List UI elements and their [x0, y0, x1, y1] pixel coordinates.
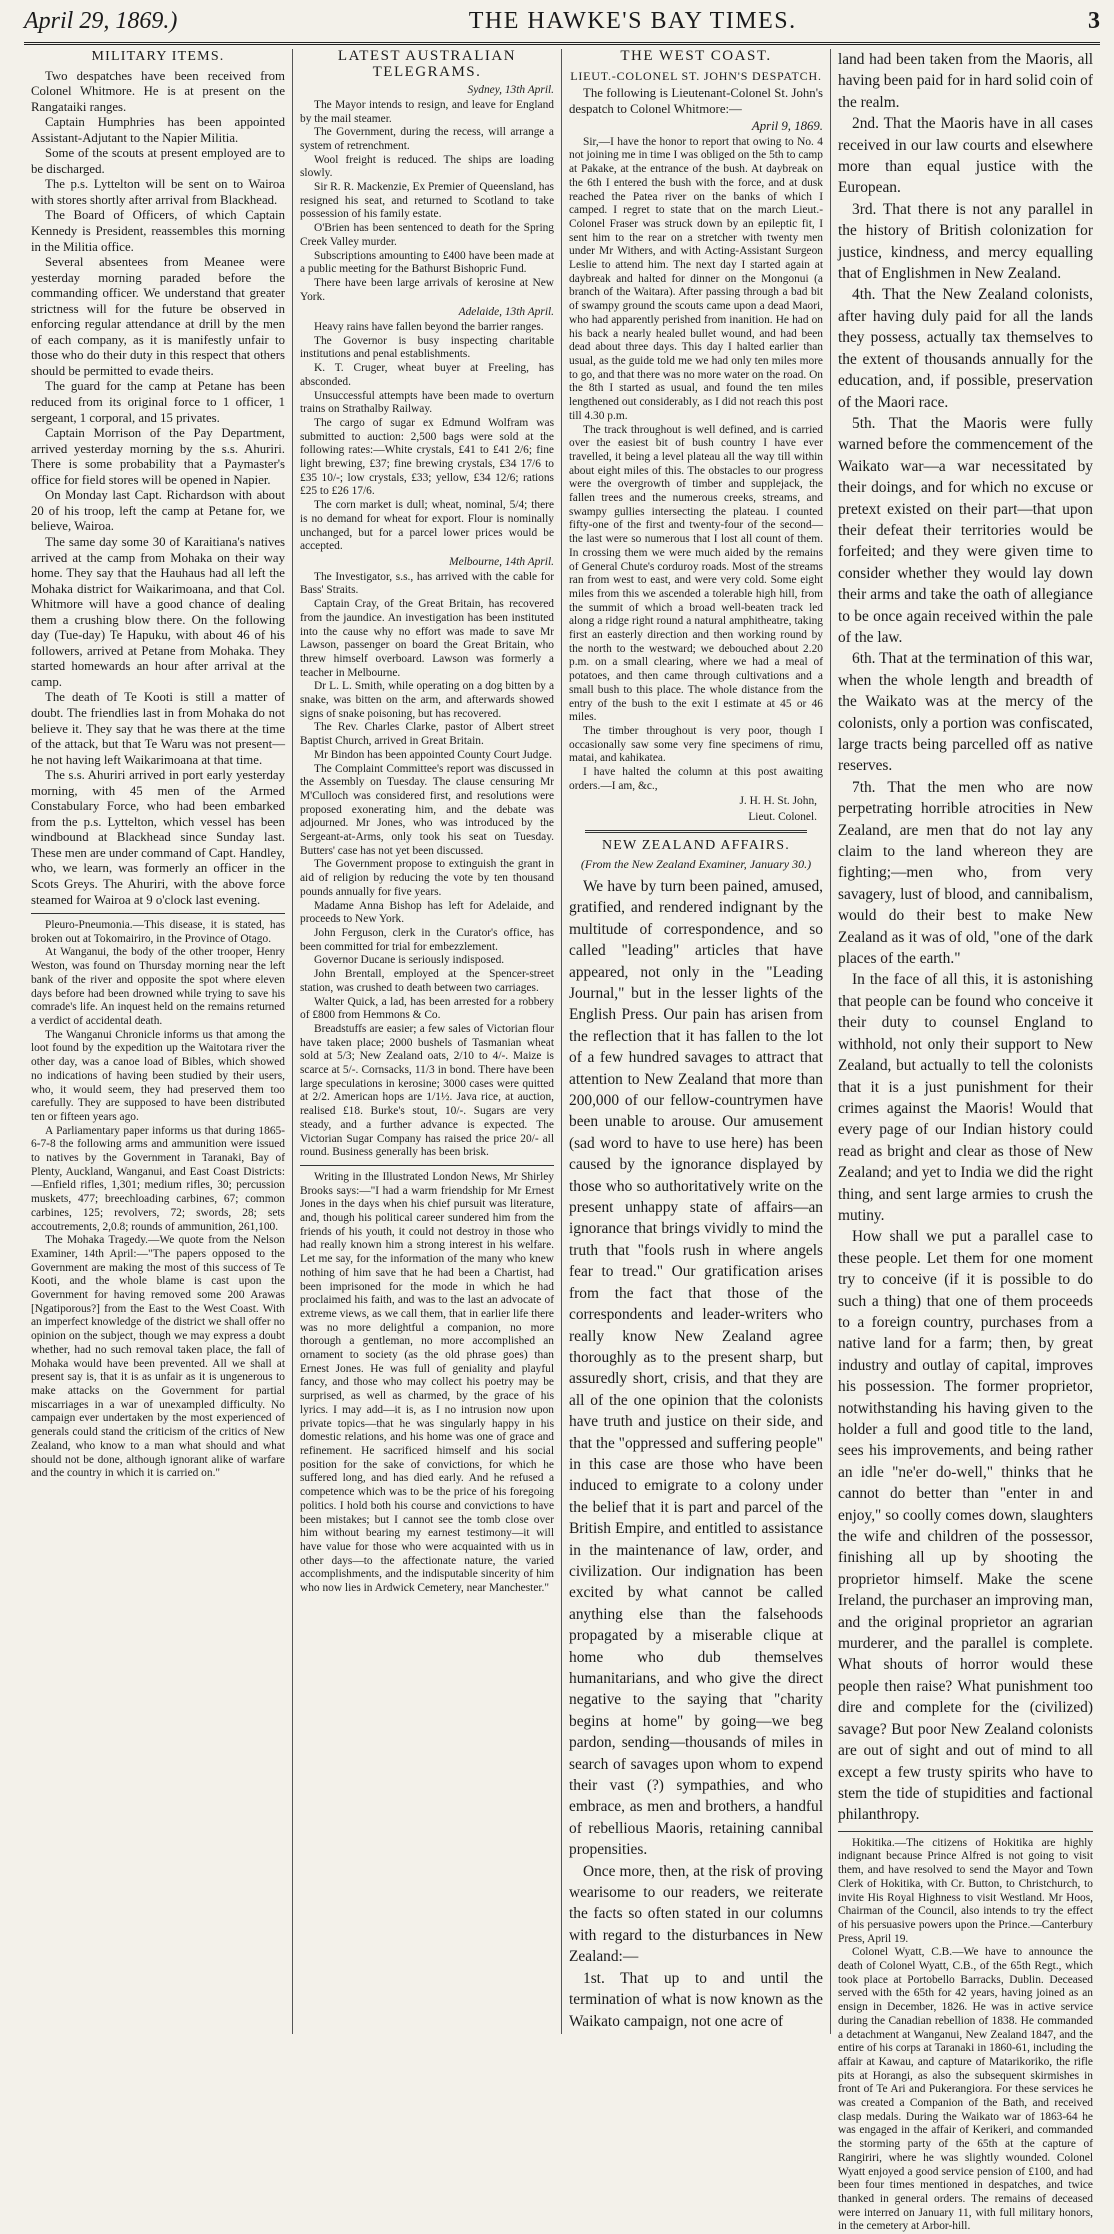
paragraph: Heavy rains have fallen beyond the barrier ranges.	[314, 321, 544, 334]
paragraph: Subscriptions amounting to £400 have been made at a public meeting for the Bathurst Bishopric Fund.	[300, 249, 554, 276]
paragraph: Madame Anna Bishop has left for Adelaide, and proceeds to New York.	[300, 899, 554, 926]
paragraph: The cargo of sugar ex Edmund Wolfram was submitted to auction: 2,500 bags were sold at the following rates:—White crystals, £41 to £41 2/6; fine light brewing, £37; fine brewing crystals, £34 17/6 to £35 10/-; low crystals, £33; yellow, £34 12/6; rations £25 to £26 17/6.	[300, 416, 554, 498]
paragraph: The same day some 30 of Karaitiana's natives arrived at the camp from Mohaka on their way home. They say that the Hauhaus had all left the Mohaka district for Waikarimoana, and that Col. Whitmore will have a good chance of dealing them a crushing blow there. On the following day (Tue-day) Te Hapuku, with about 46 of his followers, arrived at Petane from Mohaka. They started homewards an hour after arrival at the camp.	[31, 534, 285, 689]
dateline-adelaide: Adelaide, 13th April.	[458, 306, 554, 319]
paragraph: The s.s. Ahuriri arrived in port early yesterday morning, with 45 men of the Armed Constabulary Force, who had been embarked from the p.s. Lyttelton, which vessel has been windbound at Blackhead since Sunday last. These men are under command of Capt. Handley, who, we learn, was formerly an officer in the Scots Greys. The Ahuriri, with the above force steamed for Wairoa at 9 o'clock last evening.	[31, 768, 285, 907]
paragraph: The Government, during the recess, will arrange a system of retrenchment.	[300, 126, 554, 152]
nz-affairs-heading: NEW ZEALAND AFFAIRS.	[602, 837, 790, 853]
paragraph: The Complaint Committee's report was discussed in the Assembly on Tuesday. The clause censuring Mr M'Culloch was considered first, and resolutions were proposed exonerating him, and the debate was adjourned. Mr Jones, who was introduced by the Sergeant-at-Arms, only took his seat on Tuesday. Butters' case has not yet been discussed.	[300, 762, 554, 857]
paragraph: The corn market is dull; wheat, nominal, 5/4; there is no demand for wheat for export. Flour is nominally unchanged, but for a parcel lower prices would be accepted.	[300, 499, 554, 553]
paragraph: Writing in the Illustrated London News, Mr Shirley Brooks says:—"I had a warm friendship for Mr Ernest Jones in the days when his chief pursuit was literature, and, though his political career sundered him from the friends of his youth, it could not destroy in those who had really known him a strong interest in his welfare. Let me say, for the information of the many who knew nothing of him save that he had been a Chartist, had been imprisoned for the mode in which he had proclaimed his faith, and was to the last an advocate of extreme views, as we call them, that in earlier life there was no more delightful a companion, no more thorough a gentleman, no more accomplished an ornament to society (as the old phrase goes) than Ernest Jones. He was full of geniality and playful fancy, and those who may collect his poetry may be surprised, as well as charmed, by the grace of his lyrics. I may add—it is, as I no intrusion now upon private topics—that he was singularly happy in his domestic relations, and his home was one of grace and refinement. He sacrificed himself and his social position for the sake of convictions, for which he suffered long, and has died early. And he refused a competence which was to be the price of his foregoing politics. I hold both his course and convictions to have been mistakes; but I cannot see the tomb close over him without bearing my earnest testimony—it will have value for those who were acquainted with us in other days—to the affectionate nature, the varied accomplishments, and the indisputable sincerity of him who now lies in Ardwick Cemetery, near Manchester."	[300, 1170, 554, 1595]
telegrams	[300, 84, 554, 1160]
nz-affairs-continued	[838, 49, 1093, 1826]
writing-item	[300, 1171, 554, 1596]
nz-affairs-article	[569, 876, 823, 2032]
paragraph: The timber throughout is very poor, though I occasionally saw some very fine specimens of rimu, matai, and kahikatea.	[569, 724, 823, 765]
paragraph: There have been large arrivals of kerosine at New York.	[300, 276, 554, 303]
divider	[838, 1831, 1093, 1832]
paragraph: Sir R. R. Mackenzie, Ex Premier of Queensland, has resigned his seat, and returned to Scotland to take possession of his family estate.	[300, 181, 554, 221]
despatch-letter	[569, 136, 823, 825]
paragraph: In the face of all this, it is astonishing that people can be found who conceive it their duty to counsel England to withhold, not only their support to New Zealand, but actually to tell the colonists that it is a just punishment for their crimes against the Maoris! Would that every page of our Indian history could read as bright and clear as those of New Zealand; and yet to India we did the right thing, and sent large armies to crush the mutiny.	[838, 971, 1093, 1224]
paragraph: John Ferguson, clerk in the Curator's office, has been committed for trial for embezzlement.	[300, 926, 554, 953]
divider	[300, 1165, 554, 1166]
west-coast-heading: THE WEST COAST.	[620, 48, 772, 64]
paragraph: Pleuro-Pneumonia.—This disease, it is stated, has broken out at Tokomairiro, in the Province of Otago.	[31, 919, 285, 945]
signature-rank: Lieut. Colonel.	[748, 811, 817, 824]
paragraph: Hokitika.—The citizens of Hokitika are highly indignant because Prince Alfred is not going to visit them, and have resolved to send the Mayor and Town Clerk of Hokitika, with Cr. Button, to Christchurch, to invite His Royal Highness to visit Westland. Mr Hoos, Chairman of the Council, also intends to try the effect of his persuasive powers upon the Prince.—Canterbury Press, April 19.	[838, 1836, 1093, 1945]
paragraph: Walter Quick, a lad, has been arrested for a robbery of £800 from Hemmons & Co.	[300, 995, 554, 1022]
paragraph: 6th. That at the termination of this war, when the whole length and breadth of the Waikato was at the mercy of the colonists, only a portion was confiscated, large tracts being parcelled off as native reserves.	[838, 650, 1093, 775]
issue-date: April 29, 1869.)	[24, 8, 178, 34]
paragraph: The p.s. Lyttelton will be sent on to Wairoa with stores shortly after arrival from Blackhead.	[31, 177, 285, 207]
column-1	[24, 49, 293, 2034]
paragraph: Colonel Wyatt, C.B.—We have to announce the death of Colonel Wyatt, C.B., of the 65th Regt., which took place at Portobello Barracks, Dublin. Deceased served with the 65th for 42 years, having joined as an ensign in December, 1826. He was in active service during the Canadian rebellion of 1838. He commanded a detachment at Wanganui, New Zealand 1847, and the entire of his corps at Taranaki in 1860-61, including the affair at Kawau, and capture of Matarikoriko, the rifle pits at Horangi, as also the subsequent skirmishes in front of Te Ari and Pukerangiora. For these services he was created a Companion of the Bath, and received clasp medals. During the Waikato war of 1863-64 he was engaged in the affair of Kerikeri, and commanded the storming party of the 65th at the capture of Rangiriri, where he was slightly wounded. Colonel Wyatt enjoyed a good service pension of £100, and had been four times mentioned in despatches, and twice thanked in general orders. The remains of deceased were interred on January 11, with full military honors, in the cemetery at Arbor-hill.	[838, 1946, 1093, 2233]
paragraph: A Parliamentary paper informs us that during 1865-6-7-8 the following arms and ammunition were issued to natives by the Government in Taranaki, Bay of Plenty, Auckland, Wanganui, and East Coast Districts:—Enfield rifles, 1,301; medium rifles, 30; percussion muskets, 477; breechloading carbines, 67; common carbines, 125; revolvers, 72; swords, 28; sets accoutrements, 2,0.8; rounds of ammunition, 261,100.	[31, 1124, 285, 1233]
telegrams-heading: LATEST AUSTRALIAN TELEGRAMS.	[337, 48, 517, 80]
paragraph: Captain Humphries has been appointed Assistant-Adjutant to the Napier Militia.	[31, 115, 285, 145]
page-number: 3	[1088, 8, 1100, 34]
paragraph: The Board of Officers, of which Captain Kennedy is President, reassembles this morning in the Militia office.	[31, 208, 285, 254]
paragraph: How shall we put a parallel case to these people. Let them for one moment try to conceive (if it is possible to do such a thing) that one of them proceeds to a foreign country, purchases from a native land for a farm; then, by great industry and outlay of capital, improves his possession. The former proprietor, notwithstanding his having given to the holder a full and good title to the land, sees his improvements, and being rather an idle "ne'er do-well," thinks that he cannot do better than "enter in and enjoy," so coolly comes down, slaughters the wife and children of the possessor, finishing all up by shooting the proprietor himself. Make the scene Ireland, the purchaser an improving man, and the original proprietor an agrarian murderer, and the parallel is complete. What shouts of horror would these people then raise? What punishment too dire and complete for the (civilized) savage? But poor New Zealand colonists are out of sight and out of mind to all except a few trusty spirits who have to stem the tide of stupidities and factional philanthropy.	[838, 1228, 1093, 1824]
dateline-melbourne: Melbourne, 14th April.	[449, 556, 554, 568]
paragraph: The Rev. Charles Clarke, pastor of Albert street Baptist Church, arrived in Great Britain.	[300, 721, 554, 748]
nz-affairs-source: (From the New Zealand Examiner, January 30.)	[580, 857, 812, 872]
column-3	[562, 49, 831, 2034]
paragraph: The death of Te Kooti is still a matter of doubt. The friendlies last in from Mohaka do not believe it. They say that he was there at the time of the attack, but that Te Waru was not present—he not having left Waikarimoana at that time.	[31, 690, 285, 767]
paragraph: 5th. That the Maoris were fully warned before the commencement of the Waikato war—a war necessitated by their doings, and for which no excuse or pretext existed on their part—that upon their defeat their territories would be forfeited; and they were given time to consider whether they would lay down their arms and take the oath of allegiance to be once again received within the pale of the law.	[838, 414, 1093, 646]
paragraph: The Government propose to extinguish the grant in aid of religion by reducing the vote by ten thousand pounds annually for five years.	[300, 858, 554, 898]
signature-name: J. H. H. St. John,	[739, 795, 817, 808]
paragraph: 4th. That the New Zealand colonists, after having duly paid for all the lands they possess, actually tax themselves to the extent of thousands annually for the education, and, if possible, preservation of the Maori race.	[838, 286, 1093, 411]
paragraph: John Brentall, employed at the Spencer-street station, was crushed to death between two carriages.	[300, 968, 554, 994]
paragraph: 7th. That the men who are now perpetrating horrible atrocities in New Zealand, are men that do not lay any claim to the land whereon they are fighting;—men who, from very savagery, lust of blood, and cannibalism, would do their best to make New Zealand as it was of old, "one of the dark places of the earth."	[838, 778, 1093, 968]
paragraph: The guard for the camp at Petane has been reduced from its original force to 1 officer, 1 sergeant, 1 corporal, and 15 privates.	[31, 379, 285, 425]
paragraph: O'Brien has been sentenced to death for the Spring Creek Valley murder.	[300, 222, 554, 248]
paragraph: Governor Ducane is seriously indisposed.	[314, 954, 505, 967]
paragraph: At Wanganui, the body of the other trooper, Henry Weston, was found on Thursday morning near the left bank of the river and opposite the spot where eleven days before had been drowned while trying to save his comrade's life. An inquest held on the remains returned a verdict of accidental death.	[31, 946, 285, 1027]
paragraph: On Monday last Capt. Richardson with about 20 of his troop, left the camp at Petane for, we believe, Wairoa.	[31, 488, 285, 534]
divider	[31, 913, 285, 914]
paragraph: We have by turn been pained, amused, gratified, and rendered indignant by the multitude of correspondence, and so called "leading" articles that have appeared, not only in the "Leading Journal," but in the lesser lights of the English Press. Our pain has arisen from the reflection that it has fallen to the lot of a few hundred savages to attract that attention to New Zealand that more than 200,000 of our fellow-countrymen have been unable to arouse. Our amusement (sad word to have to use here) has been caused by the ignorance displayed by those who so authoritatively write on the present unhappy state of affairs—an ignorance that brings vividly to mind the truth that "fools rush in where angels fear to tread." Our gratification arises from the fact that those of the correspondents and leader-writers who really know New Zealand agree thoroughly as to the present sharp, but assuredly short, crisis, and that they are all of the one opinion that the colonists have truth and justice on their side, and that the "oppressed and suffering people" in this case are those who have been induced to emigrate to a colony under the belief that it is part and parcel of the British Empire, and entitled to assistance in the maintenance of law, order, and civilization. Our indignation has been excited by what cannot be called anything else than the falsehoods propagated by a miserable clique at home who dub themselves humanitarians, and who give the direct negative to the saying that "charity begins at home" by going—we beg pardon, sending—thousands of miles in search of savages upon whom to expend their vast (?) sympathies, and who embrace, as men and brothers, a handful of rebellious Maoris, retaining cannibal propensities.	[569, 877, 823, 1859]
paragraph: Breadstuffs are easier; a few sales of Victorian flour have taken place; 2000 bushels of Tasmanian wheat sold at 5/3; New Zealand oats, 2/10 to 4/-. Maize is scarce at 5/-. Cornsacks, 11/3 in bond. There have been large speculations in kerosine; 3000 cases were quitted at 2/2. American hops are 1/1½. Java rice, at auction, realised £18. Burke's stout, 10/-. Sugars are very steady, and a further advance is expected. The Victorian Sugar Company has raised the price 20/- all round. Business generally has been brisk.	[300, 1022, 554, 1159]
paragraph: land had been taken from the Maoris, all having been paid for in hard solid coin of the realm.	[838, 51, 1093, 111]
paragraph: I have halted the column at this post awaiting orders.—I am, &c.,	[569, 766, 823, 792]
paragraph: Wool freight is reduced. The ships are loading slowly.	[300, 153, 554, 180]
paragraph: Two despatches have been received from Colonel Whitmore. He is at present on the Rangataiki ranges.	[31, 68, 285, 114]
paragraph: The Wanganui Chronicle informs us that among the loot found by the expedition up the Waitotara river the other day, was a canoe load of Bibles, which showed no indications of having been studied by their users, who, it would seem, they had preserved them too carefully. They are supposed to have been distributed ten or fifteen years ago.	[31, 1028, 285, 1123]
paragraph: Several absentees from Meanee were yesterday morning paraded before the commanding officer. We understand that greater strictness will for the future be observed in enforcing regular attendance at drill by the men of each company, as it is manifestly unfair to those who do their duty in this respect that others should be permitted to evade theirs.	[31, 255, 285, 378]
columns	[24, 48, 1100, 2233]
military-items-heading: MILITARY ITEMS.	[91, 49, 225, 64]
paragraph: 2nd. That the Maoris have in all cases received in our law courts and elsewhere more than equal justice with the European.	[838, 115, 1093, 197]
despatch-subheading: LIEUT.-COLONEL ST. JOHN'S DESPATCH.	[570, 68, 822, 83]
paragraph: Some of the scouts at present employed are to be discharged.	[31, 146, 285, 176]
paragraph: The Mayor intends to resign, and leave for England by the mail steamer.	[300, 98, 554, 125]
paragraph: K. T. Cruger, wheat buyer at Freeling, has absconded.	[300, 362, 554, 388]
despatch-dateline: April 9, 1869.	[751, 119, 823, 134]
paragraph: Captain Cray, of the Great Britain, has recovered from the jaundice. An investigation has been instituted into the cause why no effort was made to save Mr Lawson, passenger on board the Great Britain, who threw himself overboard. Lawson was formerly a teacher in Melbourne.	[300, 598, 554, 679]
divider	[585, 830, 807, 833]
paragraph: Dr L. L. Smith, while operating on a dog bitten by a snake, was bitten on the arm, and afterwards showed signs of snake poisoning, but has recovered.	[300, 680, 554, 720]
paragraph: The following is Lieutenant-Colonel St. John's despatch to Colonel Whitmore:—	[569, 86, 823, 116]
paragraph: The Mohaka Tragedy.—We quote from the Nelson Examiner, 14th April:—"The papers opposed to the Government are making the most of this success of Te Kooti, and the whole blame is cast upon the Government for having removed some 200 Arawas [Ngatiporous?] from the East to the West Coast. With an imperfect knowledge of the district we shall offer no opinion on the subject, though we may express a doubt whether, had no such removal taken place, the fall of Mohaka would have been prevented. All we shall at present say is, that it is as unfair as it is ungenerous to make attacks on the Government for partial miscarriages in a war of unexampled difficulty. No campaign ever undertaken by the most experienced of generals could stand the criticism of the critics of New Zealand, who know to a man what should and what should not be done, although ignorant alike of warfare and the country in which it is carried on."	[31, 1234, 285, 1480]
paragraph: Unsuccessful attempts have been made to overturn trains on Strathalby Railway.	[300, 389, 554, 416]
paragraph: Once more, then, at the risk of proving wearisome to our readers, we reiterate the facts so often stated in our columns with regard to the disturbances in New Zealand:—	[569, 1862, 823, 1966]
paragraph: The Governor is busy inspecting charitable institutions and penal establishments.	[300, 334, 554, 361]
paragraph: The track throughout is well defined, and is carried over the easiest bit of bush country I have ever travelled, it being a level plateau all the way till within about eight miles of this. The obstacles to our progress were the overgrowth of timber and supplejack, the fallen trees and the numerous creeks, streams, and swampy gullies intersecting the plateau. I counted fifty-one of the first and twenty-four of the second—the last were so numerous that I lost all count of them. In crossing them we were much aided by the remains of General Chute's corduroy roads. Most of the streams ran from west to east, and were very cold. Some eight miles from this we ascended a tolerable high hill, from the summit of which a broad well-beaten track led along a ridge right round a natural amphitheatre, taking first an easterly direction and then working round by the north to the westward; we debouched about 2.20 p.m. on a small clearing, where we had a meal of potatoes, and then came through cultivations and a small bush to this place. The whole distance from the entry of the bush to the exit I estimate at 45 or 46 miles.	[569, 423, 823, 724]
masthead	[24, 8, 1100, 45]
column-2	[293, 49, 562, 2034]
dateline-sydney: Sydney, 13th April.	[467, 84, 554, 97]
paragraph: 1st. That up to and until the termination of what is now known as the Waikato campaign, not one acre of	[569, 1969, 823, 2030]
paragraph: The Investigator, s.s., has arrived with the cable for Bass' Straits.	[300, 570, 554, 597]
news-notes	[838, 1837, 1093, 2234]
paragraph: 3rd. That there is not any parallel in the history of British colonization for justice, kindness, and mercy equalling that of Englishmen in New Zealand.	[838, 200, 1093, 283]
paragraph: Sir,—I have the honor to report that owing to No. 4 not joining me in time I was obliged on the 5th to camp at Pakake, at the entrance of the bush. At daybreak on the 6th I entered the bush with the force, and at dusk reached the Patea river on the banks of which I camped. I regret to state that on the march Lieut.-Colonel Fraser was struck down by an epileptic fit, I sent him to the rear on a stretcher with twenty men under Mr Withers, and with Acting-Assistant Surgeon Leslie to attend him. The next day I started again at daybreak and halted for dinner on the Mongonui (a branch of the Waitara). After passing through a bad bit of swampy ground the scouts came upon a dead Maori, who had apparently perished from inanition. He had on his back a nearly healed bullet wound, and had been dead about three days. This day I halted earlier than usual, as the guide told me we had only ten miles more to go, and that there was no more water on the road. On the 8th I started as usual, and found the ten miles lengthened out considerably, as I did not reach this post till 4.30 p.m.	[569, 135, 823, 422]
news-notes	[31, 919, 285, 1481]
newspaper-title: THE HAWKE'S BAY TIMES.	[468, 8, 797, 34]
column-4	[831, 49, 1100, 2233]
military-items	[31, 69, 285, 909]
paragraph: Captain Morrison of the Pay Department, arrived yesterday morning by the s.s. Ahuriri. There is some probability that a Paymaster's office for field stores will be opened in Napier.	[31, 426, 285, 487]
paragraph: Mr Bindon has been appointed County Court Judge.	[314, 748, 552, 761]
